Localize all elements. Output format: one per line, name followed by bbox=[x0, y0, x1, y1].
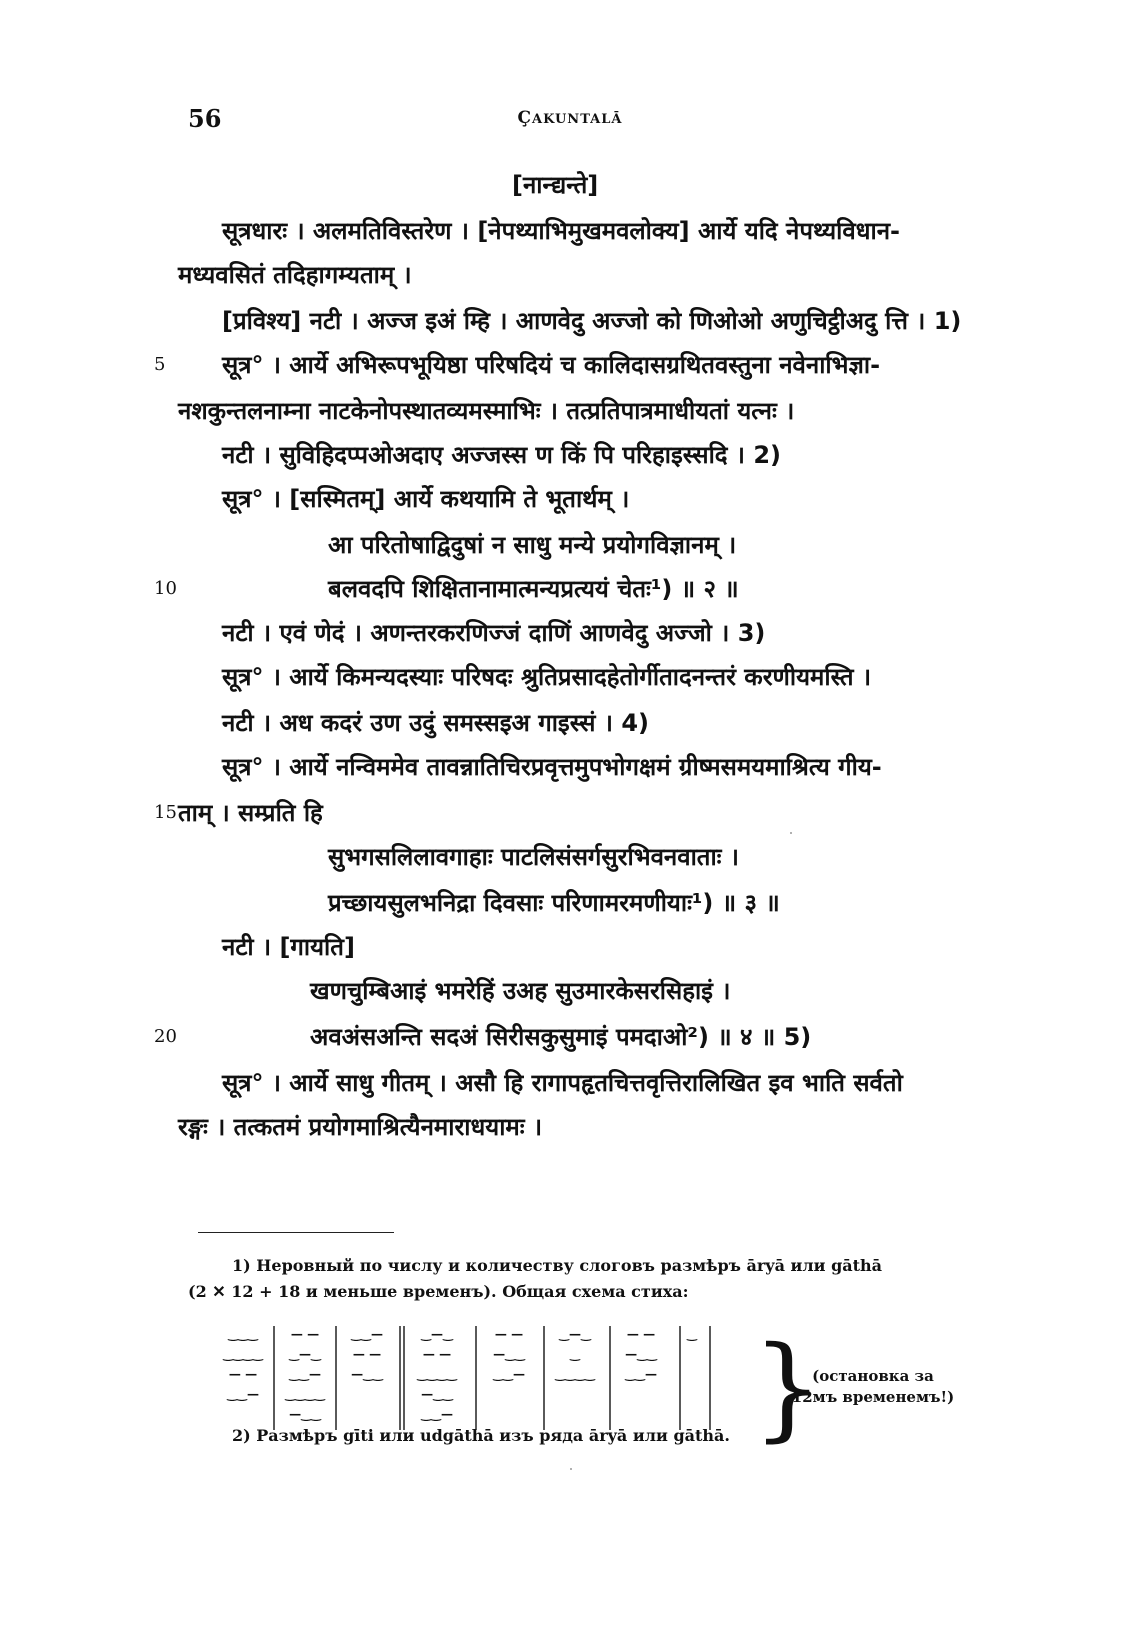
meter-note: (остановка за 12мъ временемъ!) bbox=[791, 1367, 955, 1406]
footnote-rule bbox=[198, 1232, 394, 1233]
meter-cell: —‿‿ bbox=[289, 1407, 321, 1421]
meter-cell: ‿ bbox=[687, 1327, 697, 1341]
meter-brace: } bbox=[752, 1323, 824, 1453]
line-number: 10 bbox=[154, 578, 177, 599]
text-line: ताम् । सम्प्रति हि bbox=[178, 799, 323, 827]
text-line: सूत्रधारः । अलमतिविस्तरेण । [नेपथ्याभिमुखमवलोक्य] आर्ये यदि नेपथ्यविधान- bbox=[222, 217, 900, 245]
text-line: प्रच्छायसुलभनिद्रा दिवसाः परिणामरमणीयाः¹) ॥ ३ ॥ bbox=[328, 889, 780, 917]
meter-cell: ‿‿— bbox=[421, 1407, 453, 1421]
scan-speck bbox=[790, 832, 792, 834]
text-line: नटी । एवं णेदं । अणन्तरकरणिज्जं दाणिं आणवेदु अज्जो । 3) bbox=[222, 619, 766, 647]
meter-cell: ‿‿‿‿ bbox=[555, 1367, 595, 1381]
meter-cell: ‿‿‿‿ bbox=[417, 1367, 457, 1381]
scan-speck bbox=[570, 1468, 572, 1470]
text-line: नटी । [गायति] bbox=[222, 933, 355, 961]
footnote-1-line-2: (2 ✕ 12 + 18 и меньше временъ). Общая схема стиха: bbox=[188, 1282, 689, 1301]
meter-cell: —‿‿ bbox=[493, 1347, 525, 1361]
meter-cell: ‿‿‿‿ bbox=[285, 1387, 325, 1401]
meter-cell: ‿‿— bbox=[289, 1367, 321, 1381]
text-line: अवअंसअन्ति सदअं सिरीसकुसुमाइं पमदाओ²) ॥ ४ ॥ 5) bbox=[310, 1023, 812, 1051]
text-line: सुभगसलिलावगाहाः पाटलिसंसर्गसुरभिवनवाताः । bbox=[328, 843, 739, 871]
meter-cell: ‿—‿ bbox=[421, 1327, 453, 1341]
meter-cell: — — bbox=[422, 1347, 452, 1361]
text-line: रङ्गः । तत्कतमं प्रयोगमाश्रित्यैनमाराधयामः । bbox=[178, 1113, 543, 1141]
text-line: नटी । सुविहिदप्पओअदाए अज्जस्स ण किं पि परिहाइस्सदि । 2) bbox=[222, 441, 782, 469]
meter-cell: —‿‿ bbox=[351, 1367, 383, 1381]
text-line: नशकुन्तलनाम्ना नाटकेनोपस्थातव्यमस्माभिः । तत्प्रतिपात्रमाधीयतां यत्नः । bbox=[178, 397, 795, 425]
text-line: खणचुम्बिआइं भमरेहिं उअह सुउमारकेसरसिहाइं । bbox=[310, 977, 731, 1005]
meter-cell: — — bbox=[228, 1367, 258, 1381]
footnote-1-line-1: 1) Неровный по числу и количеству слоговъ размѣръ āryā или gāthā bbox=[232, 1256, 883, 1275]
meter-cell: ‿‿— bbox=[493, 1367, 525, 1381]
footnote-2: 2) Размѣръ gīti или udgāthā изъ ряда āryā или gāthā. bbox=[232, 1426, 730, 1445]
running-title bbox=[0, 108, 1140, 128]
page-number: 56 bbox=[188, 104, 222, 133]
meter-cell: ‿—‿ bbox=[559, 1327, 591, 1341]
text-line: मध्यवसितं तदिहागम्यताम् । bbox=[178, 261, 412, 289]
meter-cell: — — bbox=[626, 1327, 656, 1341]
text-line: बलवदपि शिक्षितानामात्मन्यप्रत्ययं चेतः¹) ॥ २ ॥ bbox=[328, 575, 739, 603]
text-line: [नान्द्यन्ते] bbox=[512, 171, 599, 199]
meter-cell: ‿—‿ bbox=[289, 1347, 321, 1361]
meter-cell: — — bbox=[494, 1327, 524, 1341]
line-number: 20 bbox=[154, 1026, 177, 1047]
meter-cell: ‿‿— bbox=[351, 1327, 383, 1341]
running-title-rest: AKUNTALĀ bbox=[532, 112, 623, 127]
text-line: सूत्र° । आर्ये अभिरूपभूयिष्ठा परिषदियं च कालिदासग्रथितवस्तुना नवेनाभिज्ञा- bbox=[222, 351, 881, 379]
meter-cell: ‿‿— bbox=[227, 1387, 259, 1401]
text-line: नटी । अध कदरं उण उदुं समस्सइअ गाइस्सं । 4) bbox=[222, 709, 649, 737]
meter-cell: —‿‿ bbox=[421, 1387, 453, 1401]
text-line: सूत्र° । आर्ये साधु गीतम् । असौ हि रागापहृतचित्तवृत्तिरालिखित इव भाति सर्वतो bbox=[222, 1069, 903, 1097]
text-line: [प्रविश्य] नटी । अज्ज इअं म्हि । आणवेदु अज्जो को णिओओ अणुचिट्ठीअदु त्ति । 1) bbox=[222, 307, 962, 335]
meter-cell: — — bbox=[290, 1327, 320, 1341]
text-line: सूत्र° । आर्ये नन्विममेव तावन्नातिचिरप्रवृत्तमुपभोगक्षमं ग्रीष्मसमयमाश्रित्य गीय- bbox=[222, 753, 882, 781]
line-number: 15 bbox=[154, 802, 177, 823]
meter-cell: —‿‿ bbox=[625, 1347, 657, 1361]
line-number: 5 bbox=[154, 354, 166, 375]
text-line: आ परितोषाद्विदुषां न साधु मन्ये प्रयोगविज्ञानम् । bbox=[328, 531, 737, 559]
meter-cell: — — bbox=[352, 1347, 382, 1361]
running-title-initial: Ç bbox=[517, 108, 533, 128]
meter-cell: ‿ bbox=[570, 1347, 580, 1361]
text-line: सूत्र° । आर्ये किमन्यदस्याः परिषदः श्रुतिप्रसादहेतोर्गीतादनन्तरं करणीयमस्ति । bbox=[222, 663, 872, 691]
meter-scheme-table bbox=[214, 1324, 754, 1434]
meter-cell: ‿‿‿ bbox=[228, 1327, 258, 1341]
meter-cell: ‿‿‿‿ bbox=[223, 1347, 263, 1361]
text-line: सूत्र° । [सस्मितम्] आर्ये कथयामि ते भूतार्थम् । bbox=[222, 485, 630, 513]
meter-cell: ‿‿— bbox=[625, 1367, 657, 1381]
